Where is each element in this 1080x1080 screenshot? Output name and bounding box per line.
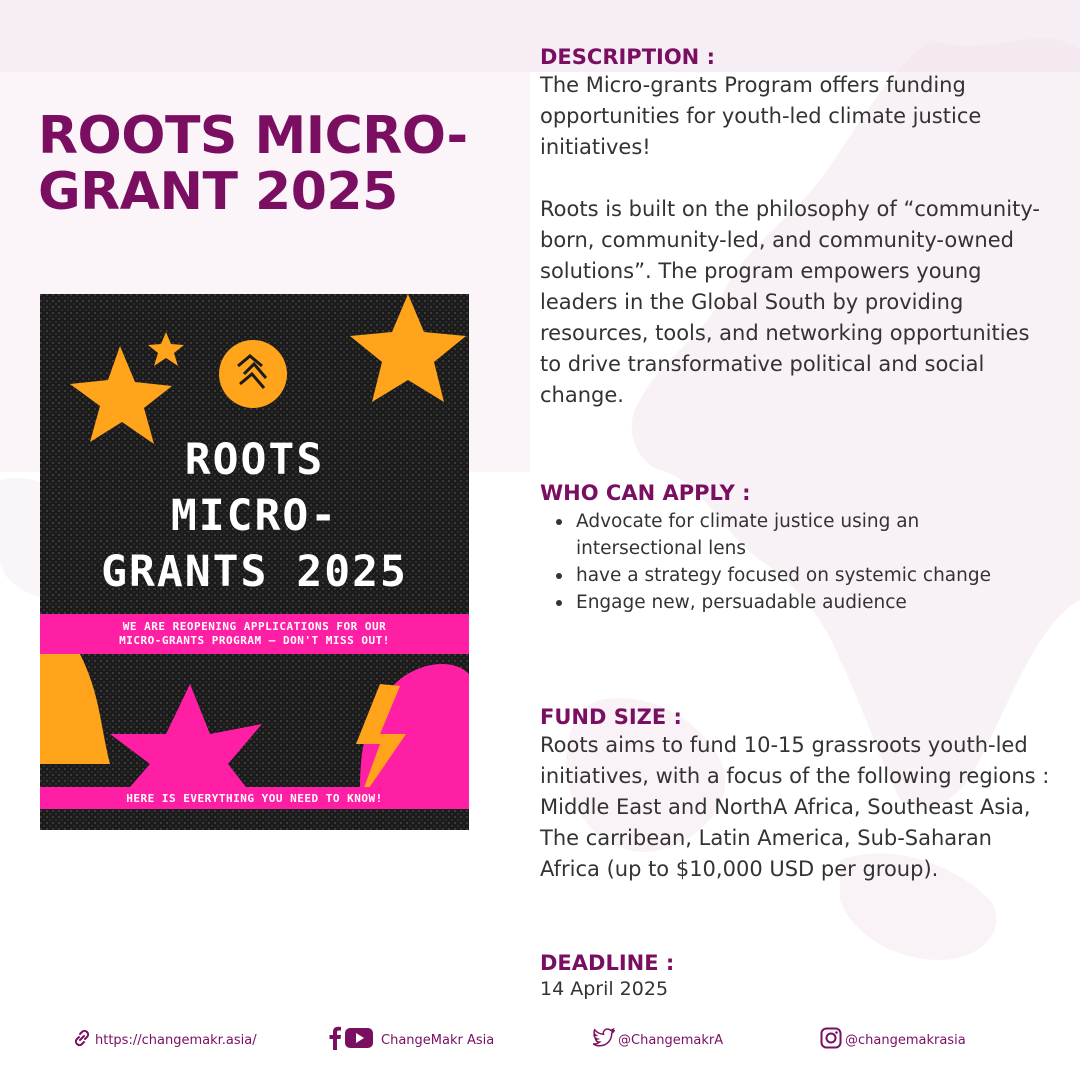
deadline-heading: DEADLINE : <box>540 951 675 975</box>
description-paragraph: The Micro-grants Program offers funding opportunities for youth-led climate justice initiatives! <box>540 73 982 159</box>
footer-social[interactable] <box>328 1028 494 1052</box>
poster-title <box>40 432 469 600</box>
deadline-value: 14 April 2025 <box>540 978 669 1000</box>
page-title: ROOTS MICRO-GRANT 2025 <box>38 106 468 222</box>
poster-title-line: MICRO- <box>170 491 339 541</box>
footer-instagram[interactable] <box>820 1028 966 1052</box>
twitter-handle[interactable]: @ChangemakrA <box>618 1032 724 1048</box>
description-section <box>540 44 1050 411</box>
social-account-name[interactable]: ChangeMakr Asia <box>381 1032 495 1048</box>
instagram-handle[interactable]: @changemakrasia <box>845 1032 966 1048</box>
list-item: Engage new, persuadable audience <box>540 589 1050 616</box>
instagram-icon[interactable] <box>820 1027 842 1053</box>
fund-size-section <box>540 704 1050 885</box>
poster-image <box>40 294 469 830</box>
youtube-icon[interactable] <box>345 1028 373 1052</box>
link-icon <box>72 1028 92 1052</box>
eligibility-list <box>540 508 1050 616</box>
list-item: have a strategy focused on systemic change <box>540 562 1050 589</box>
poster-banner-line: WE ARE REOPENING APPLICATIONS FOR OUR <box>122 620 387 633</box>
fund-size-heading: FUND SIZE : <box>540 705 682 729</box>
fund-size-text: Roots aims to fund 10-15 grassroots youth-led initiatives, with a focus of the following regions : Middle East and NorthA Africa, Southeast Asia, The carribean, Latin America, Sub-Saharan Africa (up to $10,000 USD per group). <box>540 733 1050 881</box>
poster-announcement-banner <box>40 614 469 654</box>
footer-twitter[interactable] <box>593 1028 723 1052</box>
philosophy-paragraph: Roots is built on the philosophy of “community-born, community-led, and community-owned solutions”. The program empowers young leaders in the Global South by providing resources, tools, and networking opportunities to drive transformative political and social change. <box>540 197 1040 407</box>
poster-title-line: GRANTS 2025 <box>101 547 408 597</box>
poster-title-line: ROOTS <box>184 435 325 485</box>
description-heading: DESCRIPTION : <box>540 45 715 69</box>
twitter-icon[interactable] <box>593 1028 615 1052</box>
poster-bottom-banner: HERE IS EVERYTHING YOU NEED TO KNOW! <box>40 787 469 809</box>
website-link[interactable]: https://changemakr.asia/ <box>95 1032 257 1048</box>
who-can-apply-section <box>540 480 1050 616</box>
who-can-apply-heading: WHO CAN APPLY : <box>540 481 751 505</box>
footer <box>0 1024 1080 1056</box>
facebook-icon[interactable] <box>328 1026 342 1054</box>
deadline-section <box>540 950 1050 1002</box>
list-item: Advocate for climate justice using an intersectional lens <box>540 508 1050 562</box>
footer-website[interactable] <box>72 1028 257 1052</box>
poster-banner-line: MICRO-GRANTS PROGRAM — DON'T MISS OUT! <box>119 634 390 647</box>
